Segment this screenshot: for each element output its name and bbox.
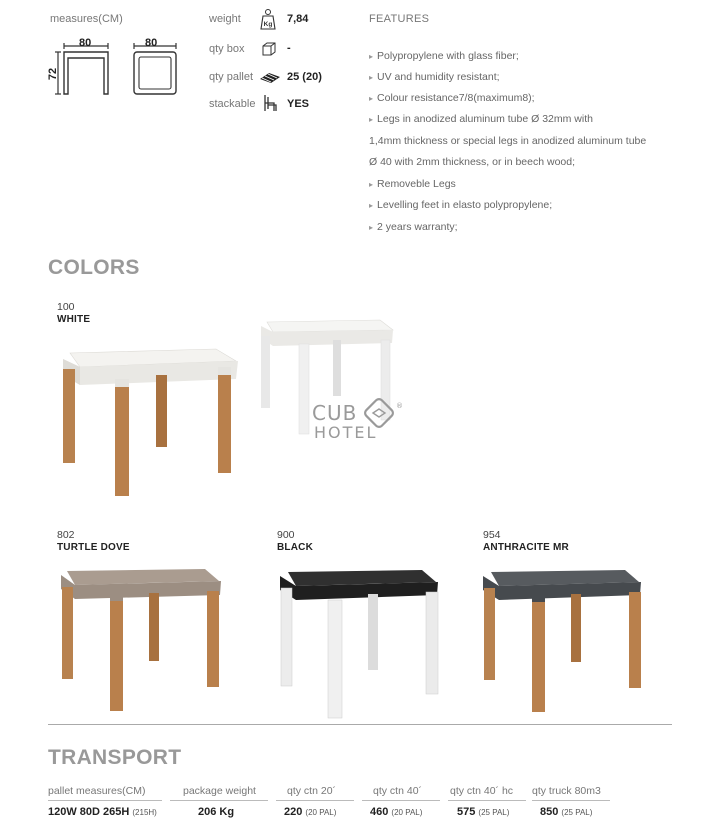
feature-item: ▸ Legs in anodized aluminum tube Ø 32mm with bbox=[369, 113, 593, 125]
underline bbox=[276, 800, 354, 801]
section-divider bbox=[48, 724, 672, 725]
feature-item: ▸ 2 years warranty; bbox=[369, 221, 458, 233]
color-name-black: BLACK bbox=[277, 542, 313, 553]
transport-value-ctn40hc: 575 (25 PAL) bbox=[457, 806, 510, 818]
underline bbox=[48, 800, 162, 801]
feature-item: ▸ Polypropylene with glass fiber; bbox=[369, 50, 519, 62]
transport-header-pallet: pallet measures(CM) bbox=[48, 785, 146, 797]
table-white-wood bbox=[56, 345, 246, 500]
transport-header-ctn20: qty ctn 20´ bbox=[287, 785, 337, 797]
table-turtle-dove bbox=[55, 565, 227, 715]
stackable-value: YES bbox=[287, 98, 310, 110]
weight-icon bbox=[260, 8, 276, 30]
transport-value-truck: 850 (25 PAL) bbox=[540, 806, 593, 818]
colors-title: COLORS bbox=[48, 256, 140, 279]
qty-pallet-value: 25 (20) bbox=[287, 71, 322, 83]
logo-mark: ® bbox=[396, 402, 403, 410]
transport-header-ctn40hc: qty ctn 40´ hc bbox=[450, 785, 514, 797]
transport-header-weight: package weight bbox=[183, 785, 256, 797]
feature-item: ▸ Levelling feet in elasto polypropylene; bbox=[369, 199, 553, 211]
feature-item: ▸ Colour resistance7/8(maximum8); bbox=[369, 92, 535, 104]
underline bbox=[448, 800, 526, 801]
weight-value: 7,84 bbox=[287, 13, 309, 25]
color-name-white: WHITE bbox=[57, 314, 91, 325]
color-name-anthracite: ANTHRACITE MR bbox=[483, 542, 569, 553]
transport-title: TRANSPORT bbox=[48, 746, 182, 769]
transport-value-ctn20: 220 (20 PAL) bbox=[284, 806, 337, 818]
qty-box-label: qty box bbox=[209, 43, 245, 55]
color-code-black: 900 bbox=[277, 529, 295, 541]
stack-icon bbox=[262, 93, 278, 113]
dimension-drawings bbox=[50, 34, 190, 100]
color-code-anthracite: 954 bbox=[483, 529, 501, 541]
feature-item: Ø 40 with 2mm thickness, or in beech wood; bbox=[369, 156, 576, 168]
logo-line1: CUB bbox=[312, 401, 358, 425]
color-code-turtle-dove: 802 bbox=[57, 529, 75, 541]
transport-value-pallet: 120W 80D 265H (215H) bbox=[48, 806, 157, 818]
color-code-white: 100 bbox=[57, 301, 75, 313]
svg-text:Kg: Kg bbox=[263, 21, 273, 28]
front-width: 80 bbox=[79, 37, 92, 49]
underline bbox=[362, 800, 440, 801]
transport-header-truck: qty truck 80m3 bbox=[532, 785, 601, 797]
transport-value-ctn40: 460 (20 PAL) bbox=[370, 806, 423, 818]
feature-item: 1,4mm thickness or special legs in anodized aluminum tube bbox=[369, 135, 647, 147]
weight-label: weight bbox=[209, 13, 241, 25]
qty-box-value: - bbox=[287, 42, 291, 54]
side-width: 80 bbox=[145, 37, 158, 49]
box-icon bbox=[261, 41, 277, 57]
features-title: FEATURES bbox=[369, 13, 430, 25]
pallet-icon bbox=[259, 69, 281, 85]
table-height: 72 bbox=[47, 67, 60, 81]
underline bbox=[532, 800, 610, 801]
feature-item: ▸ UV and humidity resistant; bbox=[369, 71, 500, 83]
qty-pallet-label: qty pallet bbox=[209, 71, 254, 83]
cube-hotel-logo bbox=[310, 398, 406, 442]
logo-line2: HOTEL bbox=[314, 423, 378, 442]
table-anthracite bbox=[479, 568, 649, 718]
transport-header-ctn40: qty ctn 40´ bbox=[373, 785, 423, 797]
table-black bbox=[276, 568, 446, 723]
transport-value-weight: 206 Kg bbox=[198, 806, 235, 818]
stackable-label: stackable bbox=[209, 98, 256, 110]
measures-label: measures(CM) bbox=[50, 13, 123, 25]
color-name-turtle-dove: TURTLE DOVE bbox=[57, 542, 130, 553]
feature-item: ▸ Removeble Legs bbox=[369, 178, 456, 190]
underline bbox=[170, 800, 268, 801]
